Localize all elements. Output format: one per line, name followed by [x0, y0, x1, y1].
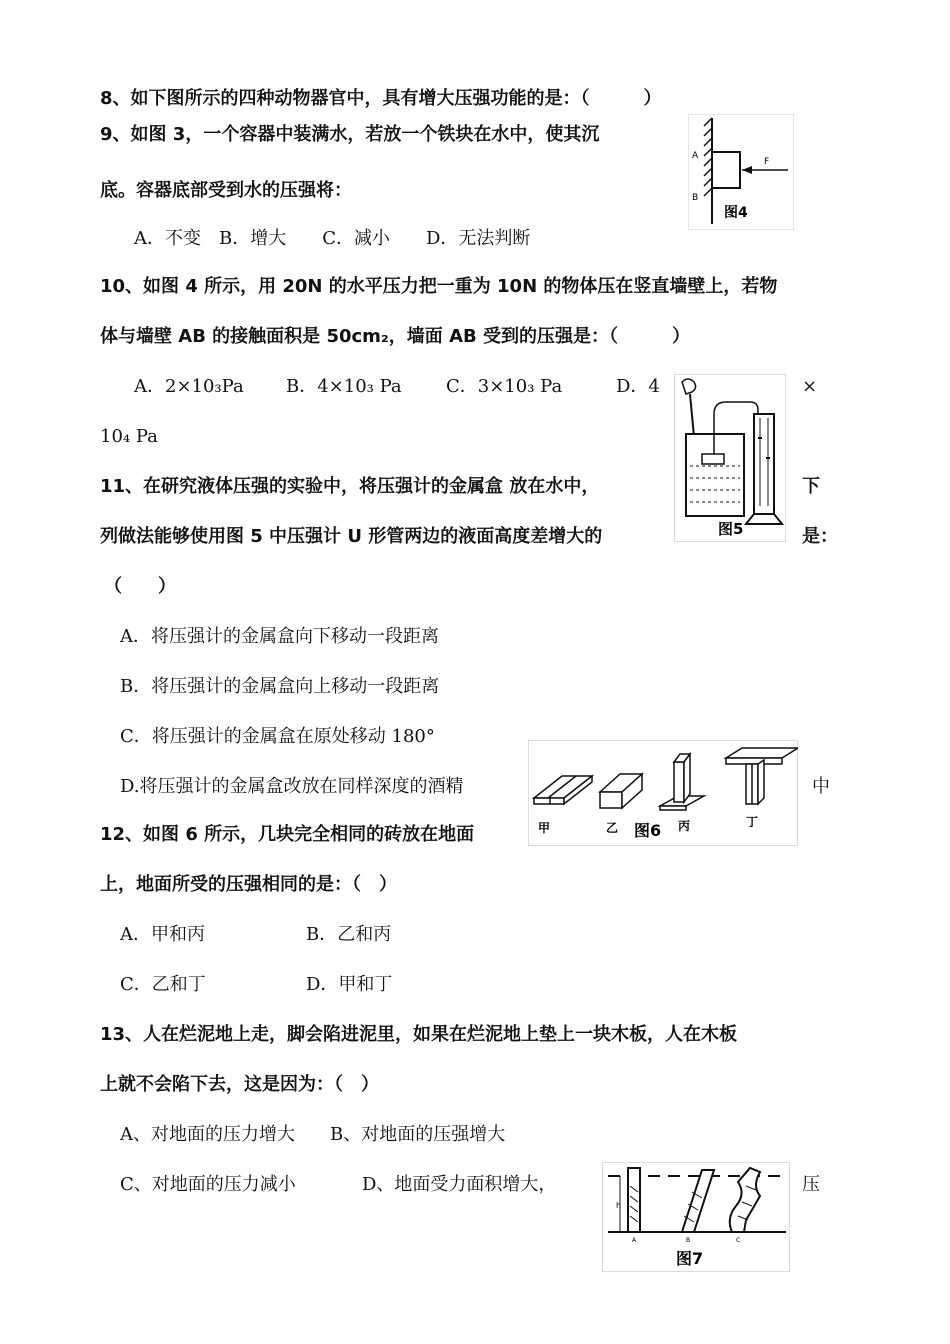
question-12-option-a: A．甲和丙 [120, 924, 205, 945]
question-13-option-d: D、地面受力面积增大， [362, 1174, 557, 1195]
figure-6 [528, 740, 798, 846]
question-13-option-d-tail: 压 [802, 1174, 820, 1195]
figure-7-label-b: B [686, 1237, 691, 1244]
figure-6-caption: 图6 [634, 821, 662, 840]
question-11-option-b: B．将压强计的金属盒向上移动一段距离 [120, 676, 440, 697]
figure-4-drawing [688, 114, 794, 230]
question-13-line1: 13、人在烂泥地上走，脚会陷进泥里，如果在烂泥地上垫上一块木板，人在木板 [100, 1024, 738, 1045]
figure-7-label-h: h [616, 1201, 622, 1210]
question-10-line1: 10、如图 4 所示，用 20N 的水平压力把一重为 10N 的物体压在竖直墙壁上，若物 [100, 276, 778, 297]
figure-7-label-c: C [736, 1237, 741, 1244]
question-10-option-b: B．4×10₃ Pa [286, 376, 402, 397]
question-12-option-b: B．乙和丙 [306, 924, 392, 945]
question-10-line2: 体与墙壁 AB 的接触面积是 50cm₂，墙面 AB 受到的压强是：（ ） [100, 326, 690, 347]
question-10-option-a: A．2×10₃Pa [134, 376, 244, 397]
question-12-line2: 上，地面所受的压强相同的是：（ ） [100, 874, 397, 895]
question-11-option-a: A．将压强计的金属盒向下移动一段距离 [120, 626, 439, 647]
question-8: 8、如下图所示的四种动物器官中，具有增大压强功能的是：（ ） [100, 88, 662, 109]
question-10-option-d: D．4 [616, 376, 660, 397]
question-11-option-c: C．将压强计的金属盒在原处移动 180° [120, 726, 435, 747]
question-9-line1: 9、如图 3，一个容器中装满水，若放一个铁块在水中，使其沉 [100, 124, 600, 145]
question-13-option-a: A、对地面的压力增大 [120, 1124, 295, 1145]
figure-6-label-ding: 丁 [746, 815, 759, 829]
figure-5-caption: 图5 [718, 520, 744, 538]
question-11-option-d-tail: 中 [812, 776, 830, 797]
question-12-line1: 12、如图 6 所示，几块完全相同的砖放在地面 [100, 824, 475, 845]
question-13-option-c: C、对地面的压力减小 [120, 1174, 296, 1195]
question-11-line1-left: 11、在研究液体压强的实验中，将压强计的金属盒 放在水中， [100, 476, 600, 497]
question-12-option-c: C．乙和丁 [120, 974, 206, 995]
question-10-option-d-tail: 10₄ Pa [100, 426, 158, 447]
figure-7-caption: 图7 [676, 1249, 704, 1268]
figure-4-caption: 图4 [724, 205, 748, 221]
question-11-answer-paren: （ ） [104, 576, 176, 597]
question-11-line2-left: 列做法能够使用图 5 中压强计 U 形管两边的液面高度差增大的 [100, 526, 603, 547]
figure-5-drawing [674, 374, 786, 542]
figure-6-label-yi: 乙 [606, 821, 619, 835]
question-11-option-d: D.将压强计的金属盒改放在同样深度的酒精 [120, 776, 464, 797]
figure-7-label-a: A [632, 1237, 637, 1244]
figure-4-label-a: A [692, 151, 699, 161]
question-13-line2: 上就不会陷下去，这是因为：（ ） [100, 1074, 379, 1095]
figure-4-label-b: B [692, 193, 699, 203]
figure-4-label-f: F [764, 157, 770, 167]
question-9-line2: 底。容器底部受到水的压强将： [100, 180, 352, 201]
question-10-option-d-times: × [802, 376, 818, 397]
question-11-line1-right: 下 [802, 476, 820, 497]
figure-7 [602, 1162, 790, 1272]
question-12-option-d: D．甲和丁 [306, 974, 393, 995]
figure-6-drawing [528, 740, 798, 846]
figure-6-label-jia: 甲 [538, 821, 551, 835]
figure-4 [688, 114, 794, 230]
figure-6-label-bing: 丙 [678, 819, 691, 833]
question-13-option-b: B、对地面的压强增大 [330, 1124, 506, 1145]
question-9-options: A．不变 B．增大 C．减小 D．无法判断 [134, 228, 531, 249]
question-10-option-c: C．3×10₃ Pa [446, 376, 563, 397]
figure-7-drawing [602, 1162, 790, 1272]
question-11-line2-right: 是： [802, 526, 838, 547]
figure-5 [674, 374, 786, 542]
